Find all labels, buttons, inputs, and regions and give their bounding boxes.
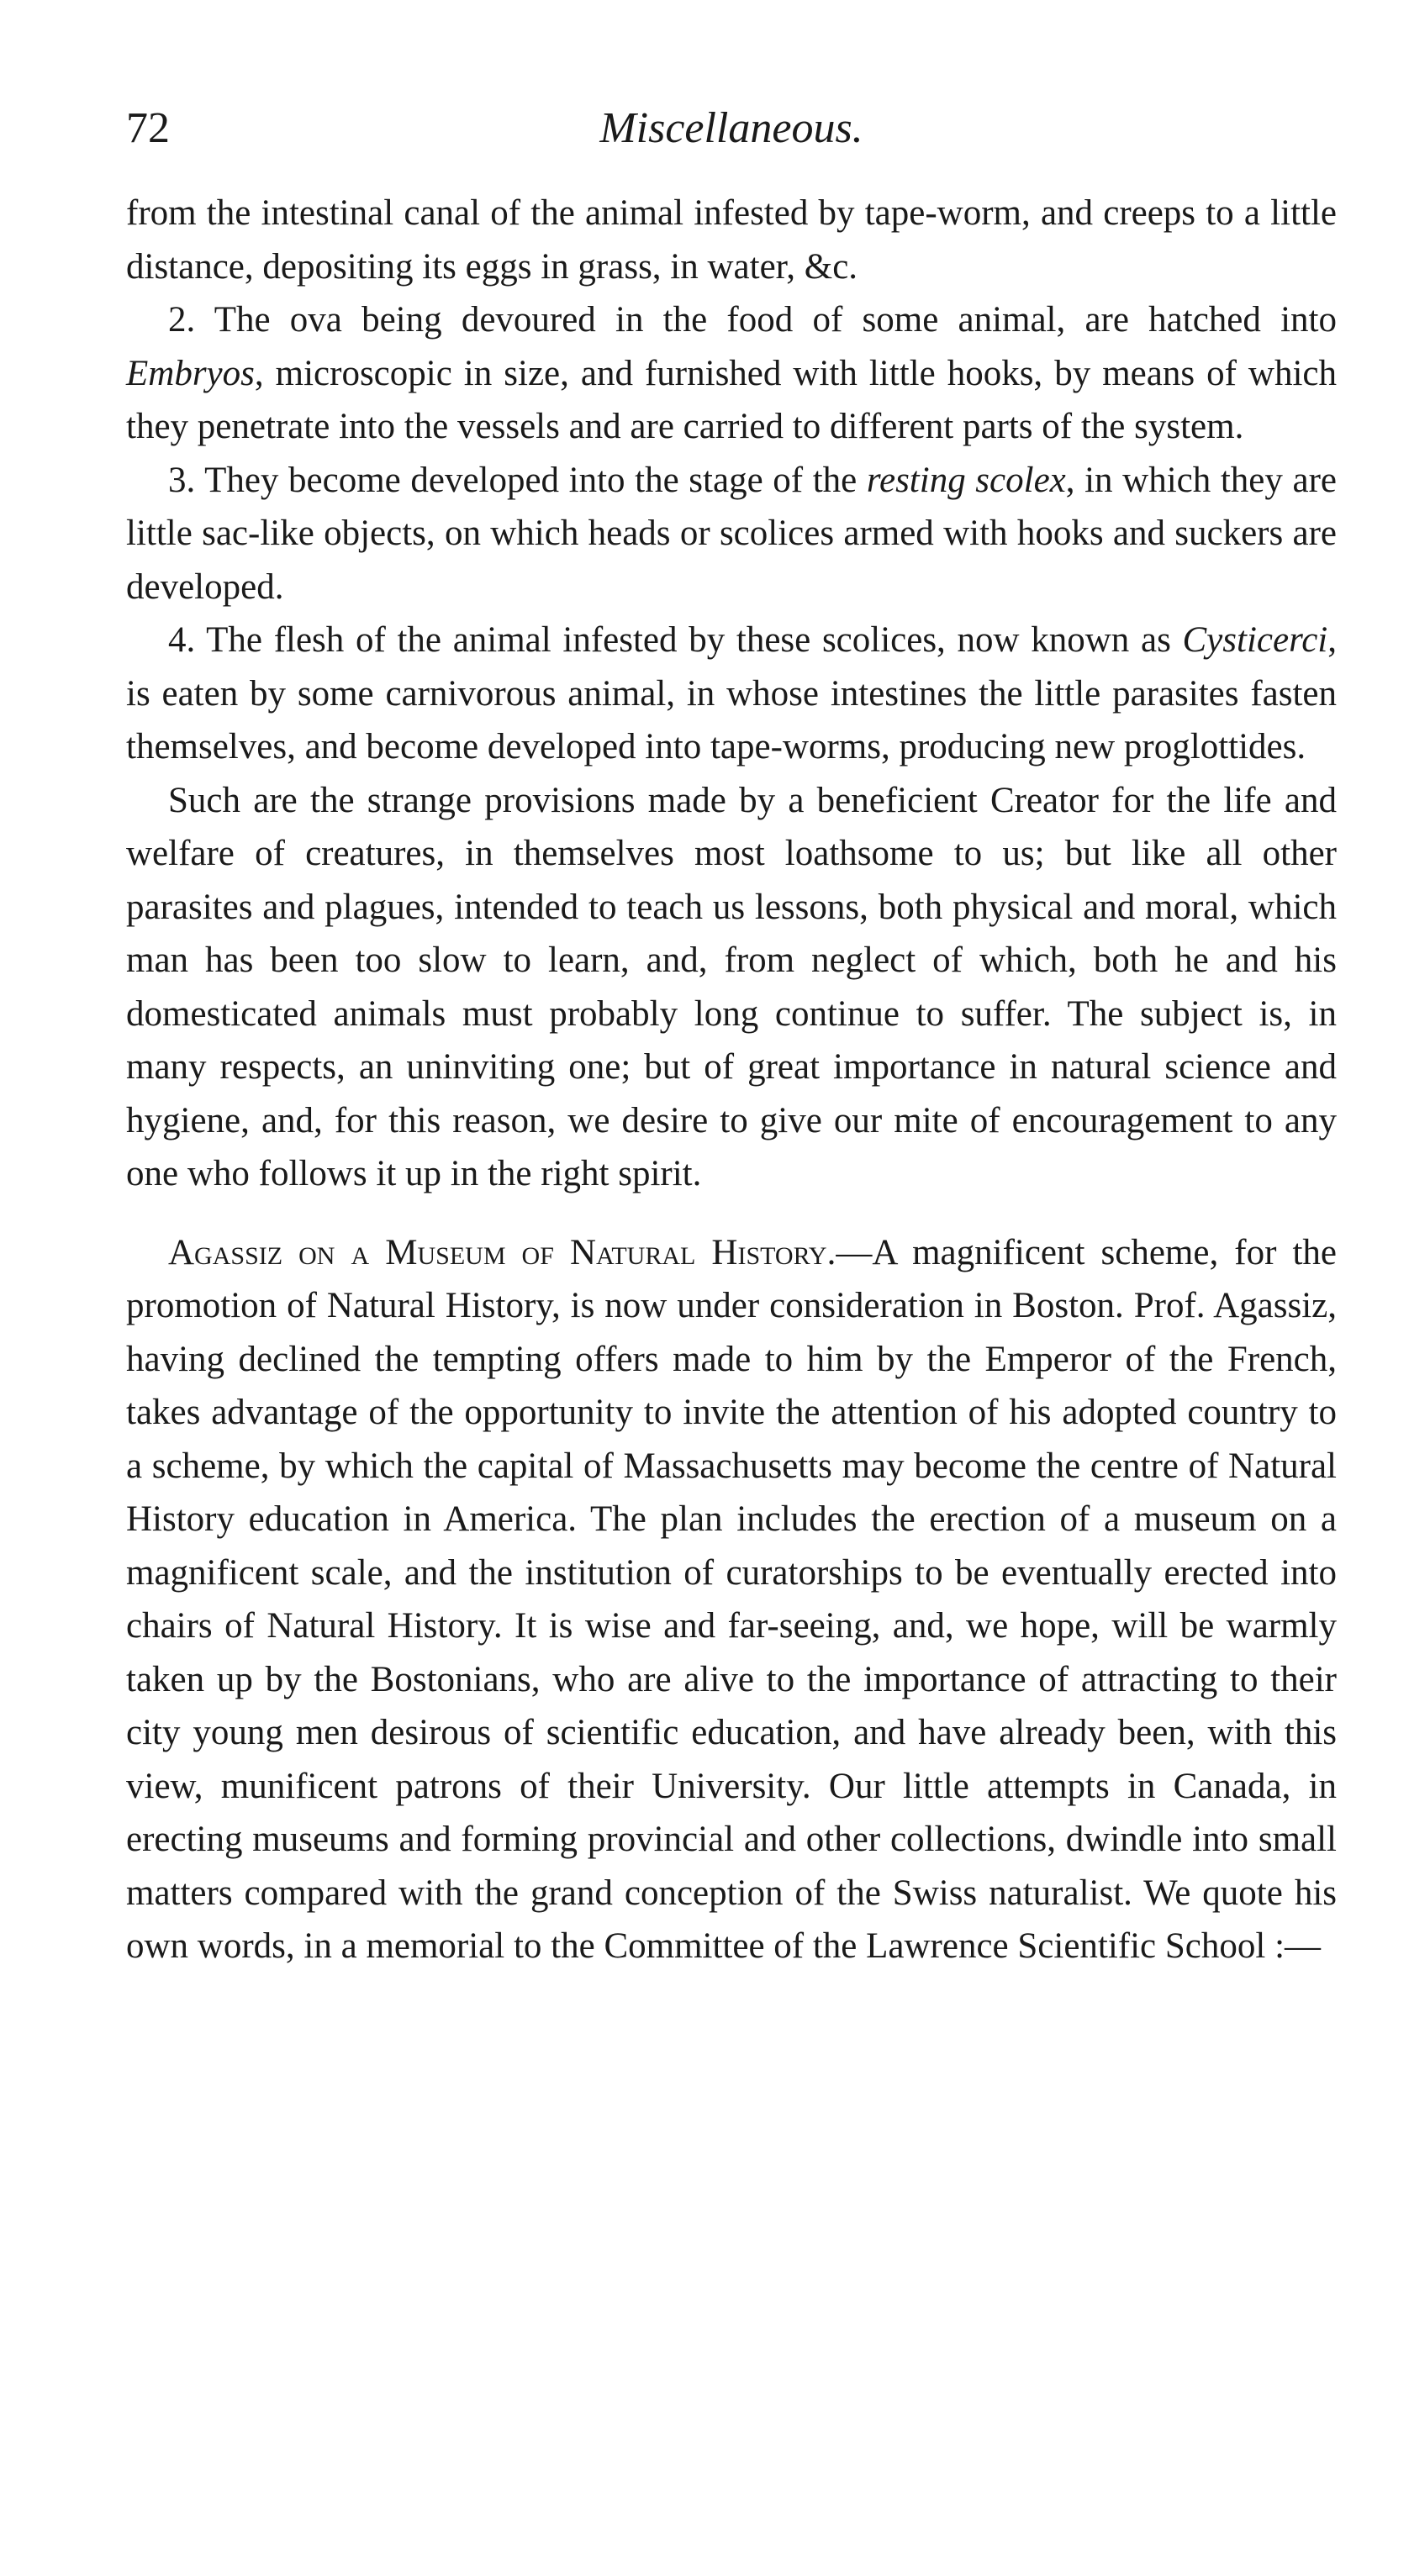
- list-item-2-text-a: 2. The ova being devoured in the food of some animal, are hatched into: [168, 300, 1337, 340]
- page-number: 72: [126, 104, 170, 152]
- term-embryos: Embryos: [126, 353, 255, 393]
- article-title: Agassiz on a Museum of Natural History.: [168, 1232, 836, 1272]
- article-text: —A magnificent scheme, for the promotion of Natural History, is now under consideration in Boston. Prof. Agassiz, having declined the tempting offers made to him by the Emperor of the French, takes advantage of the opportunity to invite the attention of his adopted country to a scheme, by which the capital of Massachusetts may become the centre of Natural History education in America. The plan includes the erection of a museum on a magnificent scale, and the institution of curatorships to be eventually erected into chairs of Natural History. It is wise and far-seeing, and, we hope, will be warmly taken up by the Bostonians, who are alive to the importance of attracting to their city young men desirous of scientific education, and have already been, with this view, munificent patrons of their University. Our little attempts in Canada, in erecting museums and forming provincial and other collections, dwindle into small matters compared with the grand conception of the Swiss naturalist. We quote his own words, in a memorial to the Committee of the Lawrence Scientific School :—: [126, 1232, 1337, 1966]
- list-item-4-text-a: 4. The flesh of the animal infested by these scolices, now known as: [168, 620, 1183, 660]
- page-body: [126, 187, 1337, 1973]
- list-item-3-text-c: , in which they are little sac-like objects, on which heads or scolices armed with hooks and suckers are developed.: [126, 460, 1337, 607]
- conclusion-paragraph: Such are the strange provisions made by a beneficient Creator for the life and welfare of creatures, in themselves most loathsome to us; but like all other parasites and plagues, intended to teach us lessons, both physical and moral, which man has been too slow to learn, and, from neglect of which, both he and his domesticated animals must probably long continue to suffer. The subject is, in many respects, an uninviting one; but of great importance in natural science and hygiene, and, for this reason, we desire to give our mite of encouragement to any one who follows it up in the right spirit.: [126, 780, 1337, 1193]
- list-item-2: [126, 293, 1337, 454]
- term-resting-scolex: resting scolex: [866, 460, 1066, 500]
- continued-paragraph: from the intestinal canal of the animal infested by tape-worm, and creeps to a little distance, depositing its eggs in grass, in water, &c.: [126, 193, 1337, 287]
- article-paragraph: [126, 1226, 1337, 1973]
- list-item-4: [126, 614, 1337, 774]
- list-item-3-text-a: 3. They become developed into the stage of the: [168, 460, 867, 500]
- page-header: [126, 99, 1337, 166]
- running-head: Miscellaneous.: [599, 104, 863, 152]
- term-cysticerci: Cysticerci: [1182, 620, 1328, 660]
- list-item-2-text-c: , microscopic in size, and furnished with little hooks, by means of which they penetrate into the vessels and are carried to different parts of the system.: [126, 353, 1337, 446]
- list-item-3: [126, 454, 1337, 614]
- list-item-4-text-c: , is eaten by some carnivorous animal, in whose intestines the little parasites fasten themselves, and become developed into tape-worms, producing new proglottides.: [126, 620, 1337, 766]
